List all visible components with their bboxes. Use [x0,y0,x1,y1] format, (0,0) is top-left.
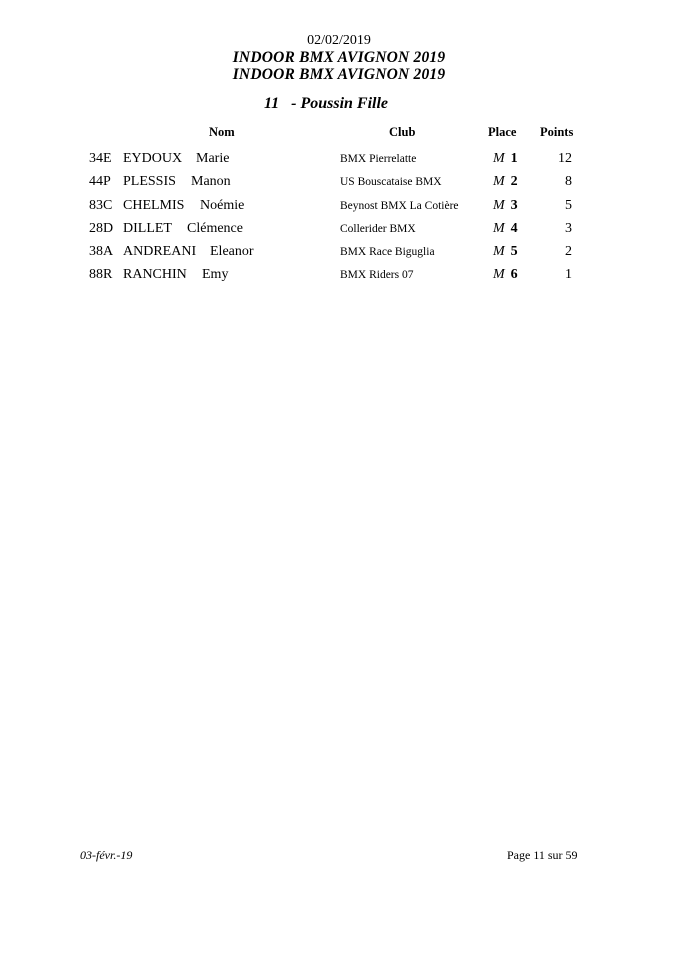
rider-lastname: EYDOUX [123,151,183,166]
plate-number: 88R [89,267,113,282]
rider-firstname: Eleanor [210,244,254,259]
event-title: INDOOR BMX AVIGNON 2019 [232,49,446,66]
table-row [0,151,678,173]
page-number: Page 11 sur 59 [507,848,578,862]
rider-points: 3 [565,221,572,236]
rider-place [493,244,518,260]
rider-club: Collerider BMX [340,223,416,235]
rider-lastname: RANCHIN [123,267,187,282]
rider-firstname: Emy [202,267,229,282]
table-row [0,174,678,196]
place-prefix: M [493,267,505,282]
rider-firstname: Manon [191,174,231,189]
rider-points: 1 [565,267,572,282]
rider-points: 2 [565,244,572,259]
category-title: 11 - Poussin Fille [264,95,389,112]
place-number: 1 [510,151,518,166]
table-row [0,198,678,220]
place-prefix: M [493,174,505,189]
rider-points: 12 [558,151,572,166]
rider-place [493,174,518,190]
rider-lastname: CHELMIS [123,198,185,213]
rider-lastname: ANDREANI [123,244,197,259]
rider-points: 5 [565,198,572,213]
rider-club: BMX Pierrelatte [340,153,417,165]
event-date: 02/02/2019 [307,33,371,48]
column-header-club: Club [389,125,416,139]
rider-club: US Bouscataise BMX [340,176,442,188]
rider-place [493,198,518,214]
place-number: 4 [510,221,518,236]
column-header-place: Place [488,125,517,139]
plate-number: 44P [89,174,111,189]
rider-lastname: DILLET [123,221,172,236]
place-number: 6 [510,267,518,282]
place-number: 3 [510,198,518,213]
rider-firstname: Marie [196,151,230,166]
place-number: 5 [510,244,518,259]
place-prefix: M [493,221,505,236]
table-row [0,244,678,266]
rider-club: Beynost BMX La Cotière [340,200,459,212]
table-row [0,221,678,243]
footer-date: 03-févr.-19 [80,848,133,862]
table-row [0,267,678,289]
rider-club: BMX Race Biguglia [340,246,435,258]
place-number: 2 [510,174,518,189]
place-prefix: M [493,151,505,166]
rider-place [493,151,518,167]
plate-number: 38A [89,244,114,259]
column-header-points: Points [540,125,574,139]
plate-number: 83C [89,198,113,213]
place-prefix: M [493,198,505,213]
place-prefix: M [493,244,505,259]
rider-lastname: PLESSIS [123,174,176,189]
event-title-repeat: INDOOR BMX AVIGNON 2019 [232,66,446,83]
rider-place [493,221,518,237]
rider-firstname: Noémie [200,198,245,213]
rider-place [493,267,518,283]
rider-club: BMX Riders 07 [340,269,414,281]
rider-firstname: Clémence [187,221,243,236]
plate-number: 28D [89,221,114,236]
plate-number: 34E [89,151,112,166]
column-header-nom: Nom [209,125,235,139]
rider-points: 8 [565,174,572,189]
